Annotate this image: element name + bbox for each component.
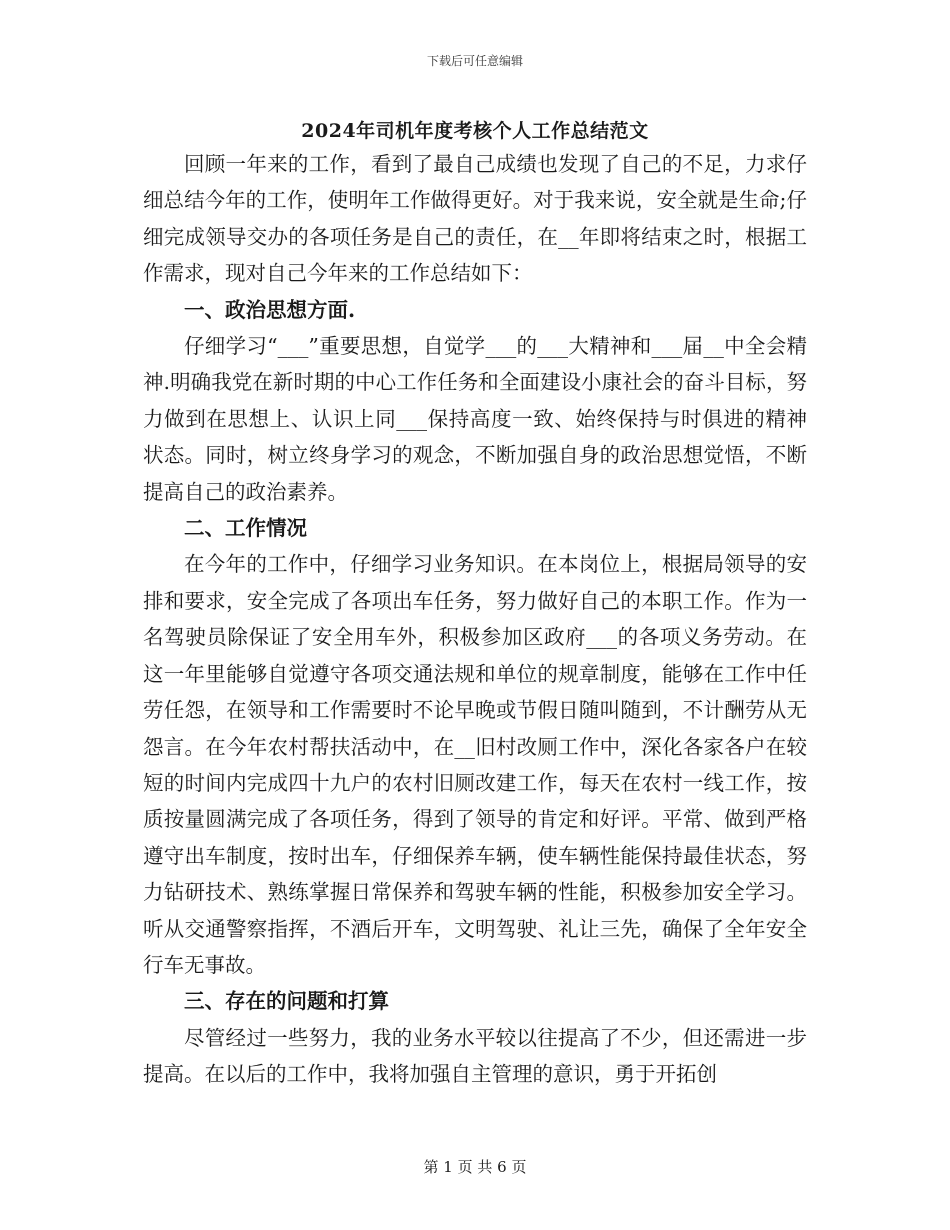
page-footer: 第 1 页 共 6 页 <box>423 1158 527 1176</box>
page-header: 下载后可任意编辑 <box>426 54 523 68</box>
section-paragraph-political: 仔细学习“___”重要思想，自觉学___的___大精神和___届__中全会精神.明确我党在新时期的中心工作任务和全面建设小康社会的奋斗目标，努力做到在思想上、认识上同___保持高度一致、始终保持与时俱进的精神状态。同时，树立终身学习的观念，不断加强自身的政治思想觉悟，不断提高自己的政治素养。 <box>143 334 807 504</box>
section-heading-problems: 三、存在的问题和打算 <box>184 989 389 1014</box>
section-heading-political: 一、政治思想方面. <box>184 297 356 322</box>
document-title: 2024年司机年度考核个人工作总结范文 <box>301 120 649 142</box>
section-heading-work: 二、工作情况 <box>184 516 307 541</box>
section-paragraph-problems: 尽管经过一些努力，我的业务水平较以往提高了不少，但还需进一步提高。在以后的工作中，我将加强自主管理的意识，勇于开拓创 <box>143 1025 807 1087</box>
section-paragraph-work: 在今年的工作中，仔细学习业务知识。在本岗位上，根据局领导的安排和要求，安全完成了各项出车任务，努力做好自己的本职工作。作为一名驾驶员除保证了安全用车外，积极参加区政府___的各项义务劳动。在这一年里能够自觉遵守各项交通法规和单位的规章制度，能够在工作中任劳任怨，在领导和工作需要时不论早晚或节假日随叫随到，不计酬劳从无怨言。在今年农村帮扶活动中，在__旧村改厕工作中，深化各家各户在较短的时间内完成四十九户的农村旧厕改建工作，每天在农村一线工作，按质按量圆满完成了各项任务，得到了领导的肯定和好评。平常、做到严格遵守出车制度，按时出车，仔细保养车辆，使车辆性能保持最佳状态，努力钻研技术、熟练掌握日常保养和驾驶车辆的性能，积极参加安全学习。听从交通警察指挥，不酒后开车，文明驾驶、礼让三先，确保了全年安全行车无事故。 <box>143 552 807 977</box>
document-body <box>143 146 807 1093</box>
intro-paragraph: 回顾一年来的工作，看到了最自己成绩也发现了自己的不足，力求仔细总结今年的工作，使明年工作做得更好。对于我来说，安全就是生命;仔细完成领导交办的各项任务是自己的责任，在__年即将结束之时，根据工作需求，现对自己今年来的工作总结如下： <box>143 152 807 286</box>
